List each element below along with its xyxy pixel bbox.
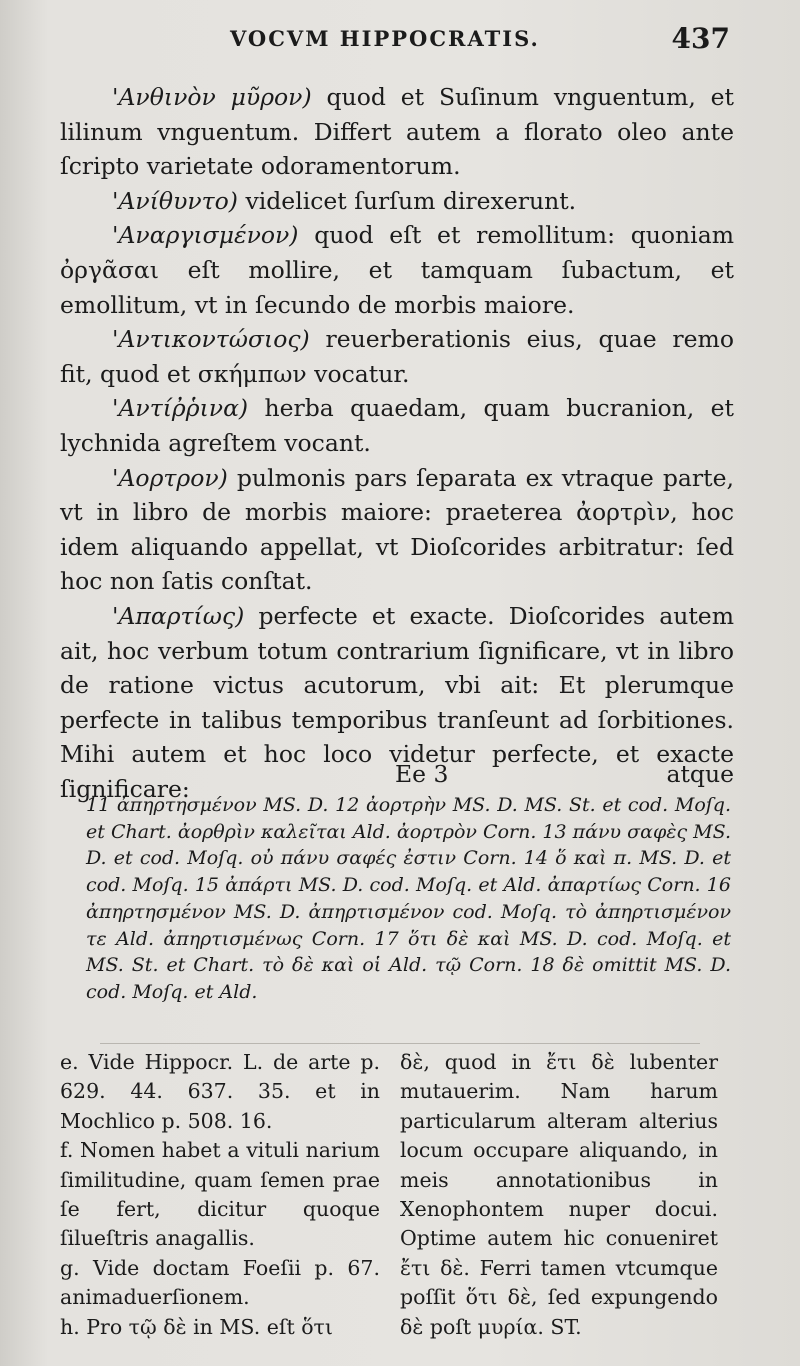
entry (60, 218, 734, 322)
running-head: VOCVM HIPPOCRATIS. (230, 26, 540, 51)
entry-text: quod et Suſinum vnguentum, et lilinum vnguentum. Differt autem a florato oleo ante ſcripto varietate odoramentorum. (60, 83, 734, 181)
entry-text: herba quaedam, quam bucranion, et lychnida agreſtem vocant. (60, 394, 734, 457)
entry-lemma: 'Αντικοντώσιος) (112, 325, 310, 354)
entry-lemma: 'Αναργισμένον) (112, 221, 299, 250)
catchword: atque (666, 760, 734, 788)
critical-apparatus (86, 792, 731, 1006)
footnote-column-right (400, 1048, 718, 1342)
entry-text: pulmonis pars ſeparata ex vtraque parte, vt in libro de morbis maiore: praeterea ἀορτρὶν, hoc idem aliquando appellat, vt Dioſcorides arbitratur: ſed hoc non ſatis conſtat. (60, 463, 734, 596)
divider-rule (100, 1043, 700, 1044)
entry (60, 461, 734, 599)
main-text (60, 80, 734, 806)
footnote-columns (60, 1048, 734, 1338)
entry-lemma: 'Αντίῤῥινα) (112, 394, 249, 423)
entry (60, 80, 734, 184)
entry-text: reuerberationis eius, quae remo fit, quod et σκήμπων vocatur. (60, 325, 734, 388)
signature-mark: Ee 3 (395, 760, 449, 788)
footnote-f: f. Nomen habet a vituli narium ſimilitudine, quam ſemen prae ſe fert, dicitur quoque ſilueſtris anagallis. (60, 1138, 380, 1251)
entry (60, 184, 734, 219)
page-number: 437 (671, 22, 730, 55)
footnote-g: g. Vide doctam Foeſii p. 67. animaduerſionem. (60, 1255, 380, 1310)
entry-lemma: 'Ανίθυντο) (112, 186, 238, 215)
entry (60, 391, 734, 460)
entry-text: quod eſt et remollitum: quoniam ὀργᾶσαι eſt mollire, et tamquam ſubactum, et emollitum, vt in ſecundo de morbis maiore. (60, 221, 734, 319)
footnote-h-continued: δὲ, quod in ἔτι δὲ lubenter mutauerim. Nam harum particularum alteram alterius locum occupare aliquando, in meis annotationibus in Xenophontem nuper docui. Optime autem hic conueniret ἔτι δὲ. Ferri tamen vtcumque poſſit ὅτι δὲ, ſed expungendo δὲ poſt μυρία. ST. (400, 1050, 718, 1339)
footnote-e: e. Vide Hippocr. L. de arte p. 629. 44. 637. 35. et in Mochlico p. 508. 16. (60, 1050, 380, 1133)
page-header (0, 22, 800, 62)
entry-text: videlicet ſurſum direxerunt. (245, 186, 577, 215)
apparatus-text: 11 ἀπηρτησμένον MS. D. 12 ἀορτρὴν MS. D. MS. St. et cod. Moſq. et Chart. ἀορθρὶν καλεῖται Ald. ἀορτρὸν Corn. 13 πάνυ σαφὲς MS. D. et cod. Moſq. οὐ πάνυ σαφές ἐστιν Corn. 14 ὅ καὶ π. MS. D. et cod. Moſq. 15 ἀπάρτι MS. D. cod. Moſq. et Ald. ἀπαρτίως Corn. 16 ἀπηρτησμένον MS. D. ἀπηρτισμένον cod. Moſq. τὸ ἀπηρτισμένον τε Ald. ἀπηρτισμένως Corn. 17 ὅτι δὲ καὶ MS. D. cod. Moſq. et MS. St. et Chart. τὸ δὲ καὶ οἱ Ald. τῷ Corn. 18 δὲ omittit MS. D. cod. Moſq. et Ald. (86, 794, 731, 1003)
entry-lemma: 'Ανθινὸν μῦρον) (112, 83, 312, 111)
entry (60, 322, 734, 391)
entry-text: perfecte et exacte. Dioſcorides autem ait, hoc verbum totum contrarium ſignificare, vt in libro de ratione victus acutorum, vbi ait: Et plerumque perfecte in talibus temporibus tranſeunt ad ſorbitiones. Mihi autem et hoc loco videtur perfecte, et exacte ſignificare: (60, 601, 734, 803)
entry-lemma: 'Αορτρον) (112, 463, 228, 492)
footnote-column-left (60, 1048, 380, 1342)
entry-lemma: 'Απαρτίως) (112, 601, 245, 630)
signature-line (60, 760, 734, 794)
footnote-h: h. Pro τῷ δὲ in MS. eſt ὅτι (60, 1314, 333, 1339)
